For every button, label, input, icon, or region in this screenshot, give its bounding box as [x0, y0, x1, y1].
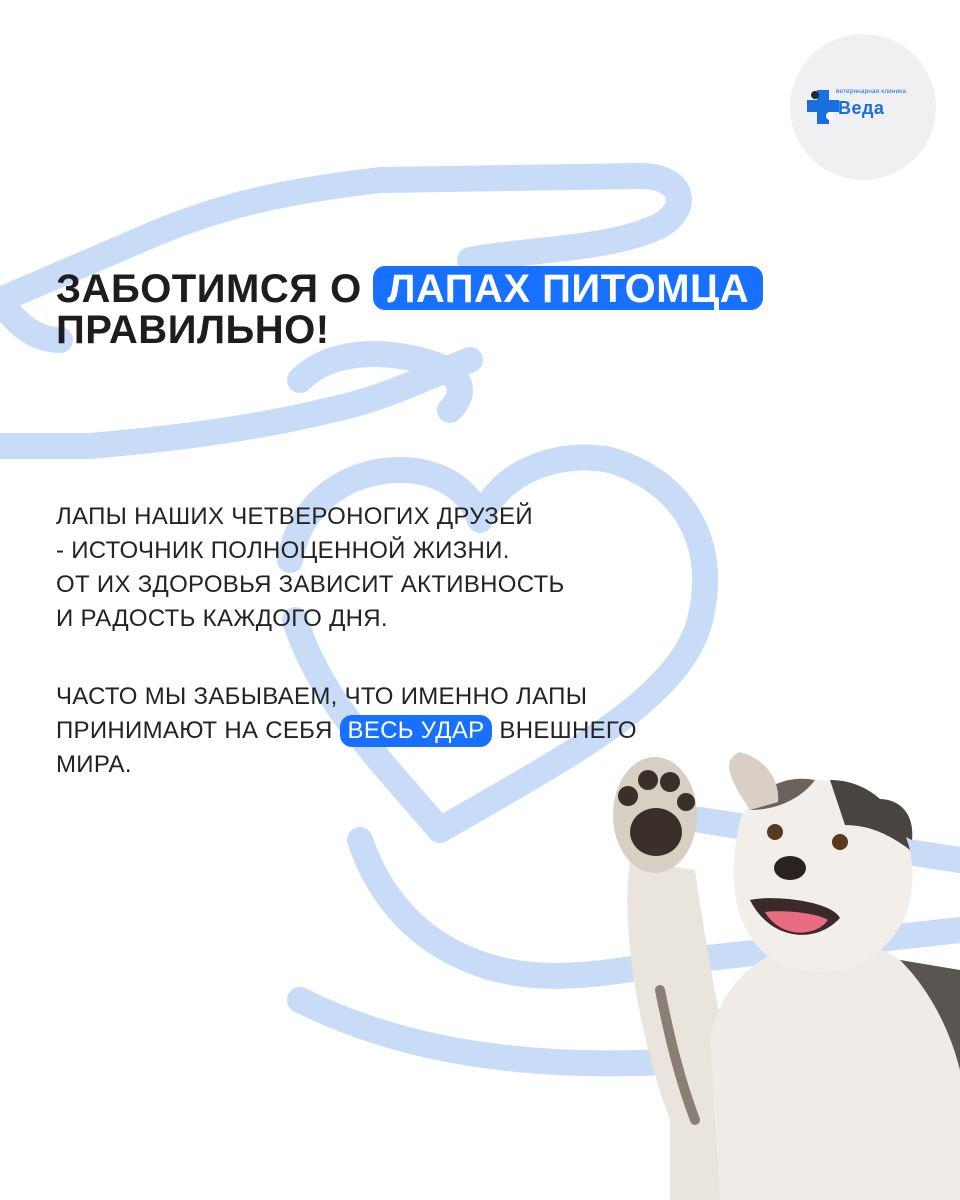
logo-subtitle: ветеринарная клиника: [836, 88, 907, 95]
title-part-1: ЗАБОТИМСЯ О: [56, 267, 362, 311]
detail-line: ЧАСТО МЫ ЗАБЫВАЕМ, ЧТО ИМЕННО ЛАПЫ: [56, 683, 588, 710]
detail-line-before: ПРИНИМАЮТ НА СЕБЯ: [56, 717, 333, 744]
intro-line: - ИСТОЧНИК ПОЛНОЦЕННОЙ ЖИЗНИ.: [56, 537, 510, 564]
dog-raising-paw-icon: [600, 740, 960, 1200]
medical-cross-icon: [806, 86, 840, 126]
intro-line: ЛАПЫ НАШИХ ЧЕТВЕРОНОГИХ ДРУЗЕЙ: [56, 503, 533, 530]
title-highlight: ЛАПАХ ПИТОМЦА: [373, 266, 763, 310]
detail-highlight: ВЕСЬ УДАР: [340, 715, 493, 747]
intro-paragraph: [56, 500, 876, 636]
detail-line-after: ВНЕШНЕГО: [499, 717, 637, 744]
intro-line: И РАДОСТЬ КАЖДОГО ДНЯ.: [56, 605, 388, 632]
title-part-2: ПРАВИЛЬНО!: [56, 308, 330, 352]
intro-line: ОТ ИХ ЗДОРОВЬЯ ЗАВИСИТ АКТИВНОСТЬ: [56, 571, 565, 598]
detail-line: МИРА.: [56, 751, 132, 778]
clinic-logo: [790, 34, 936, 180]
page-title: [56, 266, 916, 350]
logo-name: Веда: [838, 98, 885, 118]
